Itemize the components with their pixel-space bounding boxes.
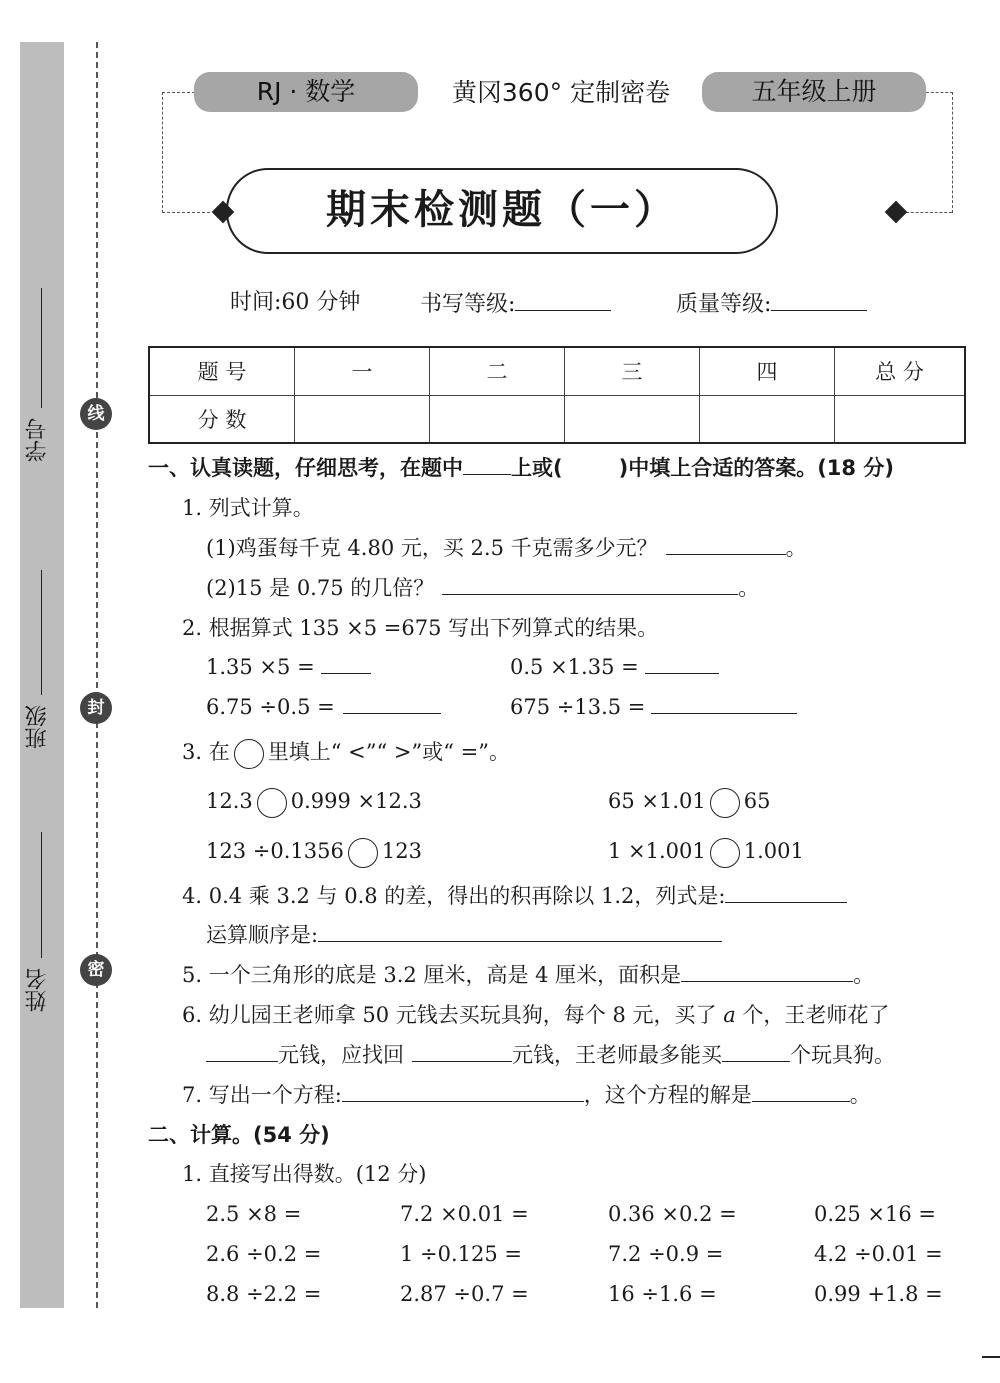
table-header-cell: 题 号 (149, 347, 295, 395)
q1-1-answer[interactable] (666, 532, 786, 555)
writing-grade-label: 书写等级: (420, 292, 516, 317)
section1-heading-b: 上或( (511, 456, 563, 480)
class-field[interactable] (41, 570, 42, 695)
student-id-field[interactable] (41, 288, 42, 408)
q7-text-b: ，这个方程的解是 (583, 1083, 752, 1107)
q7 (182, 1079, 871, 1111)
q5-answer[interactable] (681, 959, 853, 982)
class-label: 班级 (25, 705, 50, 749)
score-row-label: 分 数 (149, 395, 295, 443)
table-header-cell: 总 分 (835, 347, 966, 395)
q2-b-text: 0.5 ×1.35 = (510, 655, 639, 679)
q3-d-circle[interactable] (710, 838, 740, 868)
q6-variable: a (723, 1003, 736, 1027)
writing-grade (420, 286, 611, 322)
q4-answer[interactable] (725, 880, 847, 903)
q6-max-answer[interactable] (722, 1039, 790, 1062)
calc-item: 1 ÷0.125 = (400, 1242, 523, 1266)
q3-c-circle[interactable] (348, 838, 378, 868)
q2-c-text: 6.75 ÷0.5 = (206, 695, 335, 719)
page-title: 期末检测题（一） (326, 186, 678, 233)
diamond-right-icon (885, 201, 908, 224)
q5 (182, 959, 874, 991)
section1-heading-c: )中填上合适的答案。(18 分) (618, 456, 894, 480)
frame-left (162, 92, 195, 213)
q4 (182, 880, 847, 912)
q1-2-answer[interactable] (442, 572, 738, 595)
q5-text: 5. 一个三角形的底是 3.2 厘米，高是 4 厘米，面积是 (182, 963, 682, 987)
q3-a-circle[interactable] (257, 788, 287, 818)
score-cell[interactable] (565, 395, 700, 443)
section2-heading: 二、计算。(54 分) (148, 1123, 330, 1147)
name-label: 姓名 (25, 968, 50, 1012)
table-row (149, 347, 965, 395)
q6-text-d: 元钱，王老师最多能买 (512, 1043, 722, 1067)
table-header-cell: 一 (295, 347, 430, 395)
table-row (149, 395, 965, 443)
period: 。 (849, 1083, 871, 1107)
q2-c (206, 691, 441, 723)
score-cell[interactable] (835, 395, 966, 443)
q6-spent-answer[interactable] (206, 1039, 278, 1062)
q6-line2 (206, 1039, 895, 1071)
q7-solution-answer[interactable] (752, 1079, 850, 1102)
q3-c (206, 835, 422, 868)
quality-grade-field[interactable] (771, 286, 867, 311)
q1-1 (206, 532, 807, 564)
sample-blank (463, 452, 511, 475)
calc-item: 16 ÷1.6 = (608, 1282, 717, 1306)
student-id-label: 学号 (25, 418, 50, 462)
frame-right (926, 92, 953, 213)
q6-text-c: 元钱，应找回 (278, 1043, 404, 1067)
q1-1-text: (1)鸡蛋每千克 4.80 元，买 2.5 千克需多少元？ (206, 536, 658, 560)
q3-c-left: 123 ÷0.1356 (206, 839, 344, 863)
table-header-cell: 二 (430, 347, 565, 395)
frame-left-bottom (162, 212, 210, 213)
q2-b (510, 651, 719, 683)
score-cell[interactable] (700, 395, 835, 443)
seal-seal-badge: 封 (80, 692, 112, 724)
period: 。 (738, 576, 760, 600)
writing-grade-field[interactable] (515, 286, 611, 311)
name-field[interactable] (41, 832, 42, 958)
calc-item: 2.87 ÷0.7 = (400, 1282, 529, 1306)
calc-item: 7.2 ×0.01 = (400, 1202, 529, 1226)
q2-d (510, 691, 797, 723)
q1-2 (206, 572, 759, 604)
series-title: 黄冈360° 定制密卷 (451, 78, 671, 107)
q3-text (182, 736, 510, 769)
q3-a-left: 12.3 (206, 789, 253, 813)
calc-item: 7.2 ÷0.9 = (608, 1242, 724, 1266)
q6-line1 (182, 999, 889, 1031)
seal-line-badge: 线 (80, 398, 112, 430)
q3-text-pre: 3. 在 (182, 740, 230, 764)
calc-item: 2.6 ÷0.2 = (206, 1242, 322, 1266)
section2-q1-text: 1. 直接写出得数。(12 分) (182, 1162, 427, 1186)
q3-a (206, 785, 422, 818)
q7-equation-answer[interactable] (342, 1079, 584, 1102)
q4-order-answer[interactable] (318, 919, 722, 942)
q4-text: 4. 0.4 乘 3.2 与 0.8 的差，得出的积再除以 1.2，列式是: (182, 884, 726, 908)
calc-item: 8.8 ÷2.2 = (206, 1282, 322, 1306)
q2-d-answer[interactable] (651, 691, 797, 714)
cut-line (96, 42, 98, 1308)
q3-text-post: 里填上“ <”“ >”或“ =”。 (267, 740, 510, 764)
q2-d-text: 675 ÷13.5 = (510, 695, 646, 719)
page-mark (982, 1356, 1000, 1358)
circle-icon (234, 739, 264, 769)
q3-b (608, 785, 771, 818)
q6-text-a: 6. 幼儿园王老师拿 50 元钱去买玩具狗，每个 8 元，买了 (182, 1003, 717, 1027)
binding-strip (20, 42, 64, 1308)
frame-right-bottom (906, 212, 952, 213)
calc-item: 0.36 ×0.2 = (608, 1202, 737, 1226)
q2-a-answer[interactable] (321, 651, 371, 674)
section1-heading-a: 一、认真读题，仔细思考，在题中 (148, 456, 463, 480)
calc-item: 0.99 +1.8 = (814, 1282, 943, 1306)
score-cell[interactable] (295, 395, 430, 443)
q2-a (206, 651, 371, 683)
q4-order-text: 运算顺序是: (206, 923, 319, 947)
q2-c-answer[interactable] (343, 691, 441, 714)
q4-order (206, 919, 722, 951)
q2-a-text: 1.35 ×5 = (206, 655, 315, 679)
score-table (148, 346, 966, 444)
time-limit: 时间:60 分钟 (230, 290, 361, 315)
q3-b-circle[interactable] (710, 788, 740, 818)
q6-change-answer[interactable] (412, 1039, 512, 1062)
q3-b-left: 65 ×1.01 (608, 789, 706, 813)
q2-b-answer[interactable] (645, 651, 719, 674)
q3-d (608, 835, 804, 868)
seal-secret-badge: 密 (80, 954, 112, 986)
q3-a-right: 0.999 ×12.3 (290, 789, 422, 813)
period: 。 (853, 963, 875, 987)
q1-2-text: (2)15 是 0.75 的几倍？ (206, 576, 435, 600)
q3-d-left: 1 ×1.001 (608, 839, 706, 863)
q7-text-a: 7. 写出一个方程: (182, 1083, 342, 1107)
calc-item: 4.2 ÷0.01 = (814, 1242, 943, 1266)
q6-text-e: 个玩具狗。 (790, 1043, 895, 1067)
quality-grade (676, 286, 867, 322)
section1-heading (148, 452, 894, 484)
score-cell[interactable] (430, 395, 565, 443)
table-header-cell: 四 (700, 347, 835, 395)
q2-text: 2. 根据算式 135 ×5 =675 写出下列算式的结果。 (182, 616, 659, 640)
q3-c-right: 123 (381, 839, 422, 863)
calc-item: 2.5 ×8 = (206, 1202, 302, 1226)
calc-item: 0.25 ×16 = (814, 1202, 937, 1226)
q1-text: 1. 列式计算。 (182, 496, 314, 520)
grade-pill: 五年级上册 (702, 72, 926, 112)
q6-text-b: 个，王老师花了 (742, 1003, 890, 1027)
q3-b-right: 65 (743, 789, 771, 813)
table-header-cell: 三 (565, 347, 700, 395)
subject-pill: RJ · 数学 (194, 72, 418, 112)
period: 。 (785, 536, 807, 560)
q3-d-right: 1.001 (743, 839, 804, 863)
quality-grade-label: 质量等级: (676, 292, 772, 317)
